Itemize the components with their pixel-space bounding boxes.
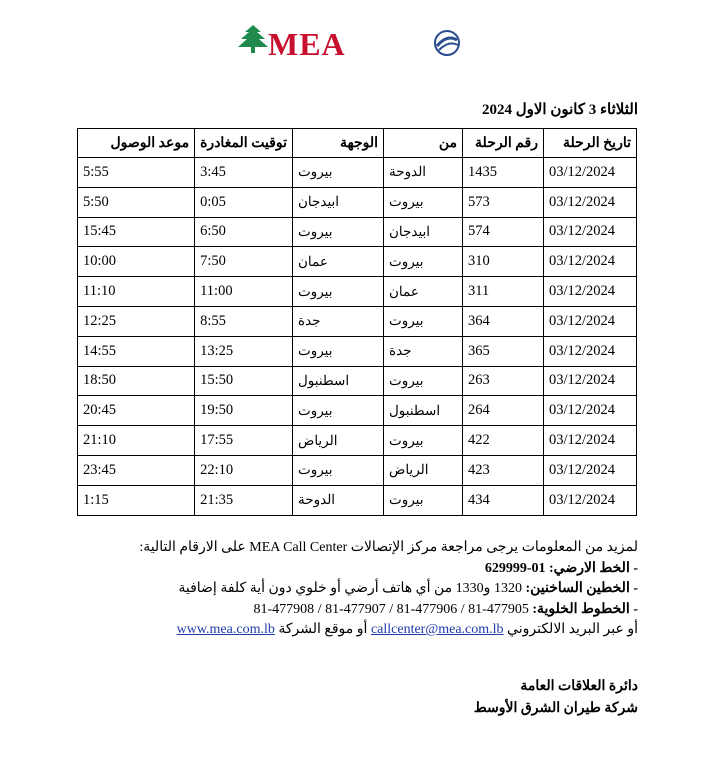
hotline-value: 1320 و1330 من أي هاتف أرضي أو خلوي دون أية كلفة إضافية <box>178 581 522 596</box>
flight-schedule-table <box>77 128 637 516</box>
cell-flight-number: 1435 <box>463 158 544 188</box>
cell-destination: ابيدجان <box>293 187 384 217</box>
cell-origin: بيروت <box>384 485 463 515</box>
cell-arrival-time: 20:45 <box>78 396 195 426</box>
cell-departure-time: 3:45 <box>195 158 293 188</box>
cell-flight-number: 434 <box>463 485 544 515</box>
cell-departure-time: 0:05 <box>195 187 293 217</box>
cell-flight-number: 264 <box>463 396 544 426</box>
cell-destination: الدوحة <box>293 485 384 515</box>
cell-destination: بيروت <box>293 158 384 188</box>
table-row <box>78 426 637 456</box>
cell-departure-time: 21:35 <box>195 485 293 515</box>
cell-flight-date: 03/12/2024 <box>544 277 637 307</box>
company-name: شركة طيران الشرق الأوسط <box>473 701 638 716</box>
cell-departure-time: 15:50 <box>195 366 293 396</box>
cell-departure-time: 7:50 <box>195 247 293 277</box>
cell-arrival-time: 5:50 <box>78 187 195 217</box>
website-prefix: أو موقع الشركة <box>278 622 368 637</box>
cell-flight-date: 03/12/2024 <box>544 217 637 247</box>
cell-origin: بيروت <box>384 187 463 217</box>
cell-arrival-time: 1:15 <box>78 485 195 515</box>
cell-flight-date: 03/12/2024 <box>544 396 637 426</box>
mobile-line <box>78 600 638 621</box>
table-row <box>78 455 637 485</box>
cell-flight-date: 03/12/2024 <box>544 187 637 217</box>
cell-flight-number: 423 <box>463 455 544 485</box>
table-row <box>78 485 637 515</box>
online-contact-line <box>78 620 638 641</box>
skyteam-logo-icon <box>430 26 464 60</box>
cell-destination: اسطنبول <box>293 366 384 396</box>
contact-info <box>78 538 638 641</box>
cell-departure-time: 22:10 <box>195 455 293 485</box>
mea-logo-text: MEA <box>268 26 346 62</box>
cell-arrival-time: 21:10 <box>78 426 195 456</box>
table-header-row <box>78 129 637 158</box>
contact-intro: لمزيد من المعلومات يرجى مراجعة مركز الإتصالات MEA Call Center على الارقام التالية: <box>139 540 638 555</box>
cell-flight-date: 03/12/2024 <box>544 485 637 515</box>
hotline-line <box>78 579 638 600</box>
cell-flight-number: 573 <box>463 187 544 217</box>
cell-origin: عمان <box>384 277 463 307</box>
cell-departure-time: 17:55 <box>195 426 293 456</box>
hotline-label: - الخطين الساخنين: <box>525 581 638 596</box>
cell-origin: بيروت <box>384 426 463 456</box>
cell-origin: الرياض <box>384 455 463 485</box>
cell-flight-number: 311 <box>463 277 544 307</box>
cell-origin: ابيدجان <box>384 217 463 247</box>
cell-destination: بيروت <box>293 336 384 366</box>
cell-origin: بيروت <box>384 366 463 396</box>
table-row <box>78 366 637 396</box>
mobile-value: 81-477908 / 81-477907 / 81-477906 / 81-477905 <box>253 601 529 617</box>
cedar-tree-icon <box>236 24 270 56</box>
cell-flight-number: 574 <box>463 217 544 247</box>
cell-destination: بيروت <box>293 455 384 485</box>
landline-label: - الخط الارضي: <box>549 560 638 576</box>
email-link[interactable]: callcenter@mea.com.lb <box>370 622 504 637</box>
cell-flight-date: 03/12/2024 <box>544 158 637 188</box>
cell-arrival-time: 18:50 <box>78 366 195 396</box>
table-row <box>78 217 637 247</box>
header-flight-number: رقم الرحلة <box>463 129 544 158</box>
table-row <box>78 396 637 426</box>
cell-destination: عمان <box>293 247 384 277</box>
website-link[interactable]: www.mea.com.lb <box>176 622 275 637</box>
cell-flight-date: 03/12/2024 <box>544 247 637 277</box>
cell-arrival-time: 15:45 <box>78 217 195 247</box>
cell-destination: الرياض <box>293 426 384 456</box>
cell-arrival-time: 23:45 <box>78 455 195 485</box>
table-row <box>78 277 637 307</box>
cell-flight-number: 310 <box>463 247 544 277</box>
cell-flight-date: 03/12/2024 <box>544 306 637 336</box>
header-origin: من <box>384 129 463 158</box>
header-departure-time: توقيت المغادرة <box>195 129 293 158</box>
table-row <box>78 336 637 366</box>
cell-arrival-time: 12:25 <box>78 306 195 336</box>
cell-departure-time: 13:25 <box>195 336 293 366</box>
cell-arrival-time: 10:00 <box>78 247 195 277</box>
cell-flight-number: 364 <box>463 306 544 336</box>
cell-arrival-time: 5:55 <box>78 158 195 188</box>
table-row <box>78 158 637 188</box>
cell-destination: بيروت <box>293 396 384 426</box>
cell-arrival-time: 11:10 <box>78 277 195 307</box>
cell-origin: اسطنبول <box>384 396 463 426</box>
cell-flight-number: 422 <box>463 426 544 456</box>
cell-origin: بيروت <box>384 306 463 336</box>
cell-destination: بيروت <box>293 277 384 307</box>
cell-flight-date: 03/12/2024 <box>544 336 637 366</box>
cell-flight-number: 365 <box>463 336 544 366</box>
cell-origin: جدة <box>384 336 463 366</box>
footer-signature <box>474 676 638 720</box>
cell-departure-time: 8:55 <box>195 306 293 336</box>
cell-origin: الدوحة <box>384 158 463 188</box>
cell-destination: بيروت <box>293 217 384 247</box>
table-row <box>78 187 637 217</box>
cell-destination: جدة <box>293 306 384 336</box>
cell-flight-date: 03/12/2024 <box>544 455 637 485</box>
header-arrival-time: موعد الوصول <box>78 129 195 158</box>
table-body <box>78 158 637 516</box>
cell-origin: بيروت <box>384 247 463 277</box>
cell-flight-number: 263 <box>463 366 544 396</box>
department-name: دائرة العلاقات العامة <box>520 679 638 694</box>
cell-departure-time: 6:50 <box>195 217 293 247</box>
landline-value: 01-629999 <box>484 560 546 576</box>
landline-line <box>78 559 638 580</box>
cell-flight-date: 03/12/2024 <box>544 426 637 456</box>
cell-departure-time: 19:50 <box>195 396 293 426</box>
cell-departure-time: 11:00 <box>195 277 293 307</box>
table-row <box>78 247 637 277</box>
cell-flight-date: 03/12/2024 <box>544 366 637 396</box>
header-flight-date: تاريخ الرحلة <box>544 129 637 158</box>
email-prefix: أو عبر البريد الالكتروني <box>507 622 638 637</box>
cell-arrival-time: 14:55 <box>78 336 195 366</box>
mobile-label: - الخطوط الخلوية: <box>532 601 638 617</box>
table-row <box>78 306 637 336</box>
schedule-date-heading: الثلاثاء 3 كانون الاول 2024 <box>481 102 638 118</box>
header-destination: الوجهة <box>293 129 384 158</box>
